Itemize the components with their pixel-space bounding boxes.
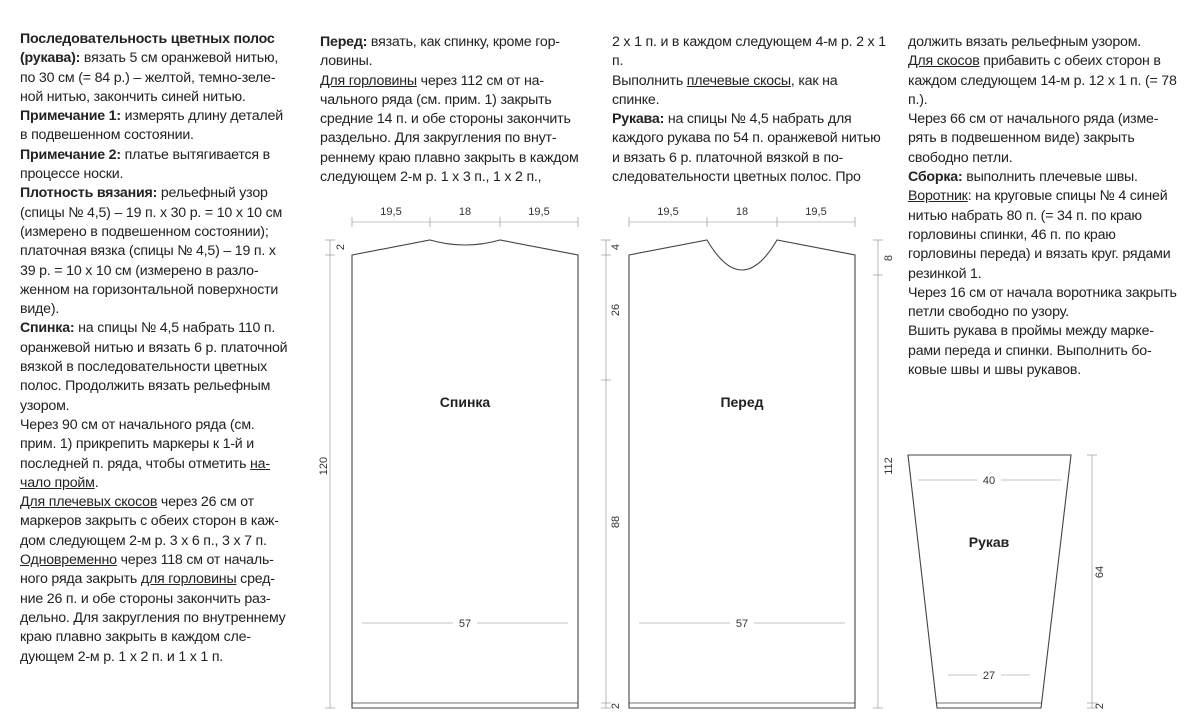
front-right-neck: 8 [883,254,895,262]
note1-heading: Примечание 1: [20,108,121,125]
front-width: 57 [735,618,749,630]
back-schematic [325,217,578,708]
back-outline [352,240,578,708]
front-heading: Перед: [320,34,368,50]
shoulder-ref-end: , как на спинке. [612,72,838,108]
collar-bindoff-text: Через 16 см от начала воротника закрыть петли свободно по узору. [908,284,1177,321]
neckline-text-b: средние 26 п. и обе стороны закончить раздельно. Для закругления по внутреннему краю плавно закрыть в каждом следующем 2-м р. 1 х 2 п. и 1 х 1 п. [20,571,286,665]
front-neck-heading: Для горловины [320,72,417,89]
sleeves-heading: Рукава: [612,111,665,128]
back-text: на спицы № 4,5 набрать 110 п. оранжевой нитью и вязать 6 р. платочной вязкой в последовательности цветных полос. Продолжить вязать рельефным узором. [20,320,288,414]
front-top-right: 19,5 [805,206,827,218]
armhole-end: . [94,474,99,491]
back-title: Спинка [439,394,491,410]
front-neck-continued: 2 х 1 п. и в каждом следующем 4-м р. 2 х 1 п. [612,34,886,70]
sleeve-hem: 2 [1094,702,1106,710]
back-heading: Спинка: [20,320,75,337]
increase-text: прибавить с обеих сторон в каждом следующем 14-м р. 12 х 1 п. (= 78 п.). [908,53,1177,108]
increase-heading: Для скосов [908,53,980,70]
note2-text: платье вытягивается в процессе носки. [20,146,270,183]
sleeves-continued: должить вязать рельефным узором. [908,34,1142,50]
front-text: вязать, как спинку, кроме горловины. [320,34,561,70]
sew-sleeves-text: Вшить рукава в проймы между маркерами переда и спинки. Выполнить боковые швы и швы рукавов. [908,323,1155,379]
back-height: 120 [318,456,330,476]
sleeve-bottom-width: 27 [982,670,996,682]
note1-text: измерять длину деталей в подвешенном состоянии. [20,108,283,144]
armhole-text: Через 90 см от начального ряда (см. прим. 1) прикрепить маркеры к 1-й и последней п. ряда, чтобы отметить [20,416,255,472]
front-top-mid: 18 [735,206,749,218]
sleeve-schematic [908,455,1097,708]
sequence-heading: Последовательность цветных полос (рукава): [20,31,275,67]
front-lower: 88 [610,515,622,529]
front-upper: 26 [610,303,622,317]
front-neck-text: через 112 см от начального ряда (см. прим. 1) закрыть средние 14 п. и обе стороны закончить раздельно. Для закругления по внутреннему краю плавно закрыть в каждом следующем 2-м р. 1 х 3 п., 1 х 2 п., [320,72,579,186]
front-title: Перед [720,394,764,410]
collar-text: : на круговые спицы № 4 синей нитью набрать 80 п. (= 34 п. по краю горловины спинки, 46 п. по краю горловины переда) и вязать круг. рядами резинкой 1. [908,188,1171,282]
back-width: 57 [458,618,472,630]
note2-heading: Примечание 2: [20,146,121,163]
back-top-left: 19,5 [380,206,402,218]
simultaneously-heading: Одновременно [20,552,117,569]
sleeve-title: Рукав [968,534,1010,550]
neckline-underline: для горловины [140,571,237,588]
front-outline [629,240,855,708]
front-neck-depth: 4 [610,243,622,251]
collar-heading: Воротник [908,188,968,205]
shoulder-heading: Для плечевых скосов [20,494,158,511]
armhole-underline: начало пройм [20,455,271,491]
shoulder-text: через 26 см от маркеров закрыть с обеих сторон в каждом следующем 2-м р. 3 х 6 п., 3 х 7 п. [20,494,279,549]
shoulder-ref-underline: плечевые скосы [686,72,791,89]
bindoff-text: Через 66 см от начального ряда (измерять в подвешенном виде) закрыть свободно петли. [908,111,1159,166]
sleeves-text: на спицы № 4,5 набрать для каждого рукава по 54 п. оранжевой нитью и вязать 6 р. платочной вязкой в последовательности цветных полос. Про [612,111,881,186]
front-hem: 2 [610,702,622,710]
assembly-heading: Сборка: [908,169,963,186]
gauge-heading: Плотность вязания: [20,185,158,202]
front-top-left: 19,5 [657,206,679,218]
back-neck-depth: 2 [335,243,347,251]
assembly-text: выполнить плечевые швы. [962,169,1138,186]
sleeve-top-width: 40 [982,475,996,487]
back-top-mid: 18 [458,206,472,218]
front-schematic [601,217,883,708]
front-right-total: 112 [883,457,895,475]
shoulder-ref-text: Выполнить [612,72,687,89]
sequence-text: вязать 5 см оранжевой нитью, по 30 см (= 84 р.) – желтой, темно-зеленой нитью, закончить синей нитью. [20,50,279,105]
sleeve-height: 64 [1094,565,1106,579]
back-top-right: 19,5 [528,206,550,218]
neckline-text-a: через 118 см от начального ряда закрыть [20,552,274,588]
gauge-text: рельефный узор (спицы № 4,5) – 19 п. х 30 р. = 10 х 10 см (измерено в подвешенном состоянии); платочная вязка (спицы № 4,5) – 19 п. х 39 р. = 10 х 10 см (измерено в разложенном на горизонтальной поверхности виде). [20,185,283,318]
